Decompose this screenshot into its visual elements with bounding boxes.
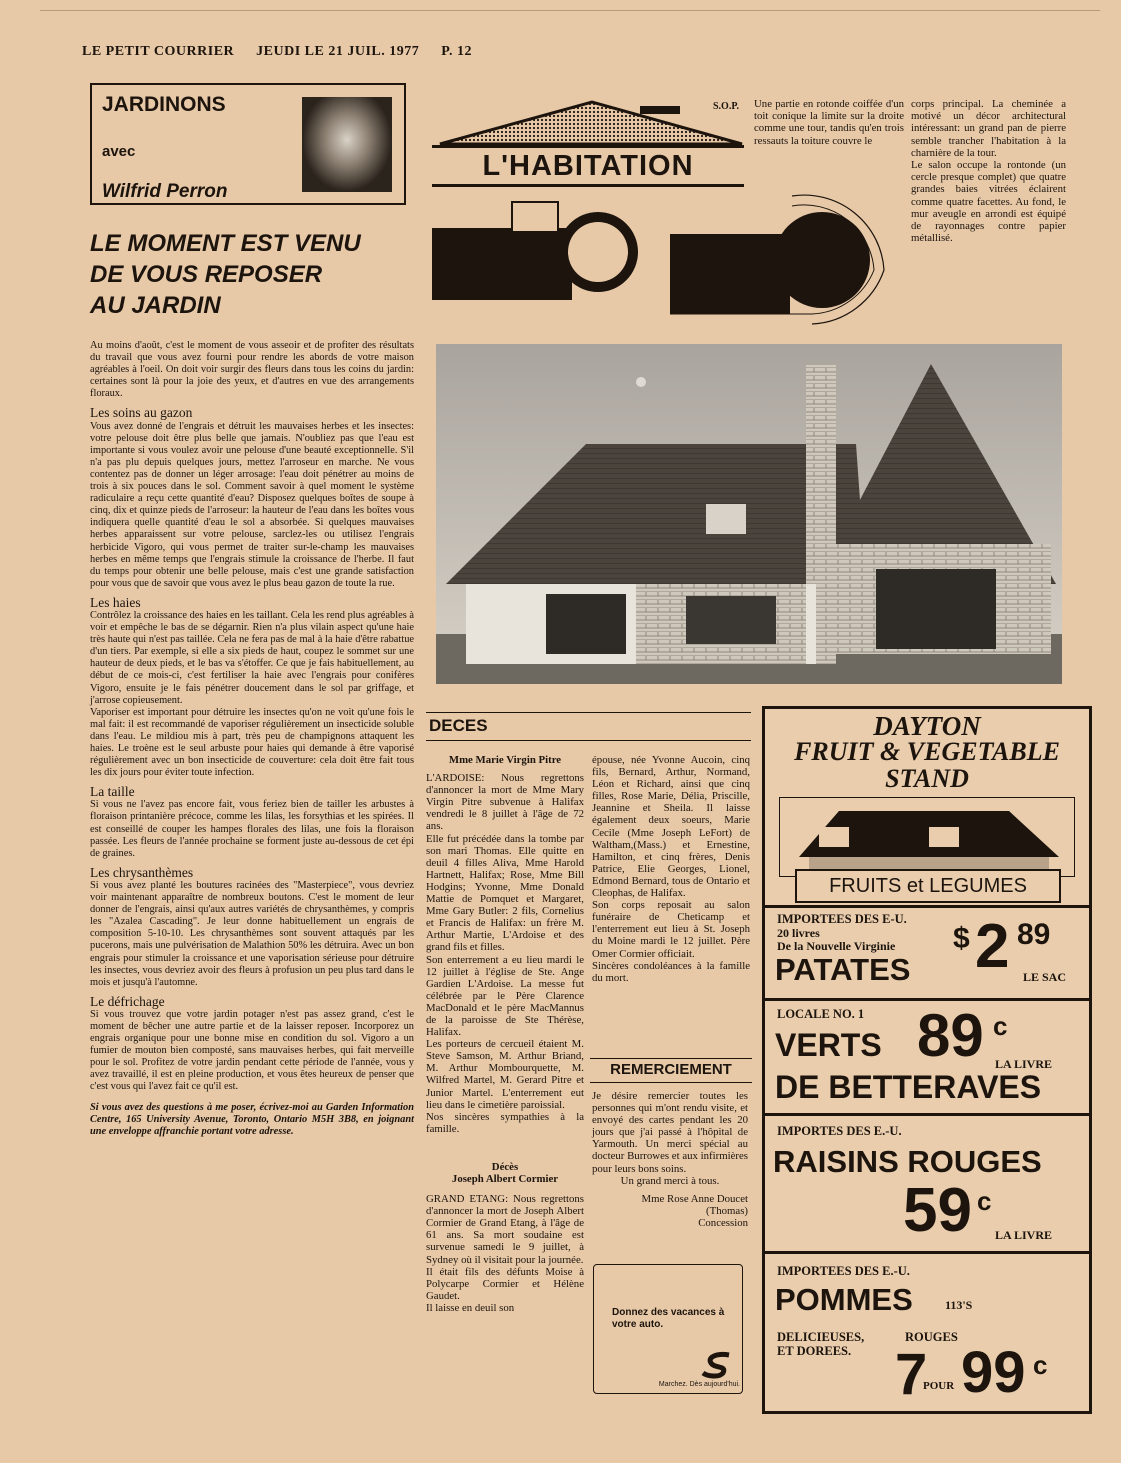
item-color: ROUGES (905, 1330, 958, 1344)
habitation-paragraph: Une partie en rotonde coiffée d'un toit conique la limite sur la droite comme une tour, tandis qu'en trois ressauts la toiture couvre le (754, 98, 904, 147)
habitation-title: L'HABITATION (432, 145, 744, 187)
obituary-paragraph: Son corps reposait au salon funéraire de Cheticamp et l'enterrement eut lieu à St. Joseph du Moine mardi le 12 juillet. Père Omer Cormier officiait. (592, 899, 750, 960)
section-heading: La taille (90, 784, 135, 800)
ad-item-raisins (765, 1113, 1089, 1254)
item-unit: LA LIVRE (995, 1057, 1053, 1071)
item-name: POMMES (775, 1282, 913, 1317)
item-price: 99 (961, 1340, 1026, 1405)
ad-title: FRUIT & VEGETABLE (794, 737, 1060, 766)
item-origin: IMPORTES DES E.-U. (777, 1124, 902, 1138)
section-heading: Les soins au gazon (90, 405, 193, 421)
article-paragraph: Contrôlez la croissance des haies en les taillant. Cela les rend plus agréables à voir et empêche le bas de se dégarnir. Rien n'a plus vilain aspect qu'une haie très haute qui n'est pas taillée. Cela ne fera pas de mal à la haie d'être rabattue d'un tiers. Par exemple, si elle a six pieds de haut, coupez le sommet sur une hauteur de deux pieds, et le bas va s'étoffer. Ce que je fais habituellement, au début de ce mois-ci, c'est fertiliser la haie avec l'engrais pour conifères Vigoro, ensuite je le fais pénétrer doucement dans le sol par griffage, et j'arrose copieusement. (90, 609, 414, 706)
ad-title: DAYTON (873, 711, 981, 741)
article-paragraph: Vaporiser est important pour détruire les insectes qu'on ne voit qu'une fois le mal fait: il est recommandé de vaporiser régulièrement un insecticide soluble dans l'eau. Le mildiou mis à part, très peu de champignons attaquent les haies. Le troène est le seul arbuste pour haies qui demande à être vaporisé régulièrement avec un bon insecticide de couverture: cela doit être fait tous les dix jours pour éviter toute infection. (90, 706, 414, 779)
obituary-paragraph: Il était fils des défunts Moise à Polycarpe Cormier et Hélène Gaudet. (426, 1265, 584, 1302)
article-paragraph: Si vous ne l'avez pas encore fait, vous feriez bien de tailler les arbustes à floraison printanière précoce, comme les lilas, les forsythias et les spirées. Il est conseillé de couper les hampes florales des lilas, une fois la floraison passée. Les fleurs de l'année prochaine se forment juste au-dessous de cet épi de graines. (90, 799, 414, 859)
habitation-paragraph: corps principal. La cheminée a motivé un décor architectural intéressant: un grand pan de pierre semble trancher l'habitation à la charnière de la tour. (911, 98, 1066, 159)
signature: Concession (698, 1216, 748, 1229)
habitation-text-right (911, 98, 1066, 244)
floor-plans (432, 190, 912, 330)
item-price: 89 (917, 1002, 984, 1069)
ad-title: STAND (885, 764, 969, 793)
price-pour: POUR (923, 1380, 955, 1392)
habitation-paragraph: Le salon occupe la rontonde (un cercle presque complet) que quatre grandes baies vitrées éclairent comme quatre facettes. Au fond, le mur aveugle en arrondi est équipé de rayonnages contre papier métallisé. (911, 159, 1066, 245)
paper-name: LE PETIT COURRIER (82, 44, 235, 59)
item-name: VERTS (775, 1027, 882, 1063)
headline-line: LE MOMENT EST VENU (90, 230, 361, 257)
deces-column-2 (592, 754, 750, 984)
item-size: 113'S (945, 1298, 973, 1312)
deces-column-1 (426, 754, 584, 1314)
vacances-box (593, 1264, 743, 1394)
item-unit: LA LIVRE (995, 1228, 1053, 1242)
price-cent-sign: c (1033, 1350, 1048, 1380)
item-name: DE BETTERAVES (775, 1069, 1042, 1105)
item-quantity: De la Nouvelle Virginie (777, 939, 896, 953)
article-paragraph: Si vous avez planté les boutures racinées des "Masterpiece", vous devriez voir maintenant apparaître de nombreux boutons. C'est le moment de leur donner de l'engrais, ainsi qu'aux autres variétés de chrysanthèmes, y compris les "Azalea Cascading". Je leur donne habituellement un engrais de composition 5-10-10. Les chrysanthèmes sont souvent attaqués par les pucerons, mais une pulvérisation de Malathion 50% les détruira. Avec un bon engrais pour stimuler la croissance et une vaporisation sérieuse pour détruire les insectes, vous devriez avoir des fleurs à profusion un peu plus tard dans le mois et jusqu'à l'automne. (90, 879, 414, 988)
item-name: RAISINS ROUGES (773, 1144, 1042, 1179)
remerciement-body (592, 1090, 748, 1229)
item-price: 59 (903, 1176, 972, 1245)
item-name: PATATES (775, 952, 911, 987)
item-variety: DELICIEUSES, (777, 1330, 865, 1344)
obituary-paragraph: L'ARDOISE: Nous regrettons d'annoncer la mort de Mme Mary Virgin Pitre subvenue à Halifax vendredi le 8 juillet à l'âge de 72 ans. (426, 772, 584, 833)
ad-item-pommes (765, 1251, 1089, 1414)
obituary-paragraph: Sincères condoléances à la famille du mort. (592, 959, 750, 984)
obituary-title: Joseph Albert Cormier (451, 1173, 559, 1185)
remerciement-heading: REMERCIEMENT (590, 1058, 752, 1083)
obituary-paragraph: épouse, née Yvonne Aucoin, cinq fils, Bernard, Arthur, Normand, Léon et Richard, ainsi que cinq filles, Rose Marie, Délia, Priscille, Jeannine et Sheila. Il laisse également deux soeurs, Marie Cecile (Mme Joseph LeFort) de Waltham,(Mass.) et Ernestine, Hamilton, et cinq frères, Denis Patrice, Elie Georges, Lionel, Edmond Bernard, tous de Ontario et Cleophas, de Halifax. (592, 754, 750, 900)
item-unit: LE SAC (1023, 970, 1067, 984)
section-heading: Les haies (90, 594, 141, 610)
section-heading: Le défrichage (90, 993, 165, 1009)
obituary-paragraph: Il laisse en deuil son (426, 1301, 515, 1314)
item-origin: LOCALE NO. 1 (777, 1007, 865, 1021)
article-closing: Si vous avez des questions à me poser, écrivez-moi au Garden Information Centre, 165 University Avenue, Toronto, Ontario M5H 3B8, en joignant une enveloppe affranchie portant votre adresse. (90, 1101, 414, 1137)
column-with: avec (102, 143, 136, 160)
article-paragraph: Si vous trouvez que votre jardin potager n'est pas assez grand, c'est le moment de bêcher une autre partie et de la laisser reposer. Incorporez un engrais organique pour une bonne mise en condition du sol. Vigoro a un fumier de mouton bien composté, sans mauvaises herbes, qui fait merveille pour le sol. Profitez de votre jardin pendant cette période de l'année, vous y avez travaillé, il est en pleine production, et vous êtes heureux de penser que c'est vous qui l'avez fait ce qu'il est. (90, 1008, 414, 1093)
price-cents: 89 (1017, 918, 1051, 951)
obituary-paragraph: Nos sincères sympathies à la famille. (426, 1110, 584, 1135)
item-origin: IMPORTEES DES E.-U. (777, 1264, 910, 1278)
page-number: P. 12 (441, 44, 473, 59)
credit: S.O.P. (713, 101, 740, 112)
habitation-text-left (754, 98, 904, 147)
headline-line: DE VOUS REPOSER (90, 261, 323, 288)
issue-date: JEUDI LE 21 JUIL. 1977 (256, 44, 420, 59)
obituary-title: Mme Marie Virgin Pitre (448, 754, 562, 766)
author-portrait (302, 97, 392, 192)
signature: (Thomas) (706, 1204, 748, 1217)
price-dollars: 2 (975, 912, 1010, 981)
participaction-logo (699, 1351, 735, 1379)
obituary-paragraph: Son enterrement a eu lieu mardi le 12 juillet à l'église de Ste. Ange Gardien L'Ardoise. La messe fut célébrée par le Père Clarence MacDonald et le père MacMannus de la paroisse de Ste Thérèse, Halifax. (426, 953, 584, 1039)
thanks-paragraph: Je désire remercier toutes les personnes qui m'ont rendu visite, et envoyé des cartes pendant les 20 jours que j'ai passé à l'hôpital de Yarmouth. Un merci spécial au docteur Burrowes et aux infirmières pour leurs bons soins. (592, 1090, 748, 1175)
deces-heading: DECES (426, 712, 751, 741)
price-dollar-sign: $ (953, 922, 970, 955)
vacances-footer: Marchez. Dès aujourd'hui. (658, 1381, 740, 1388)
column-author: Wilfrid Perron (102, 181, 228, 202)
house-photo (436, 344, 1062, 684)
obituary-paragraph: Les porteurs de cercueil étaient M. Steve Samson, M. Arthur Briand, M. Arthur Mombourquette, M. Wilfred Martel, M. Gerard Pitre et Junior Martel. L'enterrement eut lieu dans le cimetière paroissial. (426, 1038, 584, 1111)
headline-line: AU JARDIN (90, 292, 221, 319)
thanks-paragraph: Un grand merci à tous. (620, 1174, 720, 1187)
article-intro: Au moins d'août, c'est le moment de vous asseoir et de profiter des résultats du travail que vous avez fourni pour rendre les abords de votre maison agréables à l'oeil. On doit voir surgir des fleurs dans tous les coins du jardin: certaines sont là pour la joie des yeux, et d'autres en vue des arrangements floraux. (90, 340, 414, 400)
obituary-title: Décès (491, 1160, 519, 1173)
obituary-paragraph: GRAND ETANG: Nous regrettons d'annoncer la mort de Joseph Albert Cormier de Grand Etang, à l'âge de 61 ans. Sa mort soudaine est survenue samedi le 9 juillet, à Sydney où il visitait pour la journée. (426, 1193, 584, 1266)
dayton-ad (762, 706, 1092, 1414)
section-heading: Les chrysanthèmes (90, 864, 194, 880)
article-paragraph: Vous avez donné de l'engrais et détruit les mauvaises herbes et les insectes: votre pelouse doit être plus belle que jamais. N'oubliez pas que l'eau est importante si vous voulez avoir une pelouse d'une beauté exceptionnelle. S'il n'a pas plu depuis quelques jours, mettez l'arroseur en marche. Ne vous contentez pas de donner un léger arrosage: l'eau doit pénétrer au moins de trois à six pouces dans le sol. Comment savoir à quel moment le système radiculaire a reçu cette quantité d'eau? Disposez quelques boîtes de soupe à cinq, dix et quinze pieds de l'arroseur: la hauteur de l'eau dans les boîtes vous indiquera quelle quantité d'eau le sol a absorbée. Si quelques mauvaises herbes apparaissent sur votre pelouse, sarclez-les ou utilisez l'engrais herbicide Vigoro, qui vous permet de traiter sur-le-champ les mauvaises herbes en même temps que l'engrais stimule la croissance de l'herbe. Il faut du temps pour obtenir une belle pelouse, mais c'est une grande satisfaction pour vous que de savoir que vous avez le plus beau gazon de toute la rue. (90, 420, 414, 589)
signature: Mme Rose Anne Doucet (641, 1192, 748, 1205)
garden-article-body (90, 340, 414, 1138)
price-cent-sign: c (977, 1186, 992, 1216)
item-origin: IMPORTEES DES E-U. (777, 912, 907, 926)
obituary-paragraph: Elle fut précédée dans la tombe par son mari Thomas. Elle quitte en deuil 4 filles Aliva, Mme Harold Hartnett, Halifax; Rose, Mme Bill Hodgins; Yvonne, Mme Donald Mattie de Pomquet et Margaret, Mme Gary Butler: 2 fils, Cornelius et Francis de Halifax: un frère M. Arthur Martie, L'Ardoise et des grand fils et filles. (426, 832, 584, 954)
column-title: JARDINONS (102, 93, 226, 116)
ad-sign: FRUITS et LEGUMES (795, 869, 1061, 903)
roof-illustration (432, 98, 750, 150)
price-quantity: 7 (895, 1342, 928, 1407)
ad-item-patates (765, 905, 1089, 1001)
column-header-box (90, 83, 406, 205)
price-cent-sign: c (993, 1011, 1008, 1041)
ad-item-betteraves (765, 998, 1089, 1116)
masthead (82, 44, 490, 60)
article-headline (90, 228, 410, 321)
stand-illustration (779, 797, 1075, 877)
vacances-text: Donnez des vacances à votre auto. (612, 1307, 725, 1330)
item-variety: ET DOREES. (777, 1344, 852, 1358)
item-quantity: 20 livres (777, 926, 820, 940)
page-top-edge (40, 10, 1100, 11)
